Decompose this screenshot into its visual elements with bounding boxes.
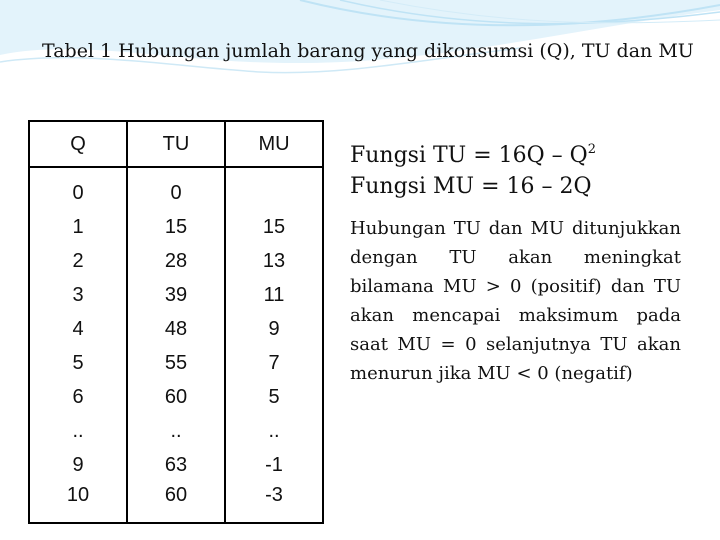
cell-mu: 13 [225,244,323,278]
cell-tu: 63 [127,448,225,482]
cell-tu: 60 [127,482,225,523]
table-row [29,380,323,414]
tu-formula-exponent: 2 [587,142,596,157]
table-row [29,167,323,210]
header-tu: TU [127,121,225,167]
table-row [29,482,323,523]
table-row [29,210,323,244]
table-row [29,346,323,380]
cell-q: 5 [29,346,127,380]
page-title: Tabel 1 Hubungan jumlah barang yang dikonsumsi (Q), TU dan MU [42,40,694,62]
cell-tu: 28 [127,244,225,278]
cell-q: 9 [29,448,127,482]
cell-mu: .. [225,414,323,448]
table-row [29,278,323,312]
tu-formula [350,134,596,171]
cell-mu: 7 [225,346,323,380]
cell-tu: .. [127,414,225,448]
table-row [29,414,323,448]
tu-formula-text: Fungsi TU = 16Q – Q [350,143,588,168]
cell-mu: 5 [225,380,323,414]
description-paragraph: Hubungan TU dan MU ditunjukkan dengan TU akan meningkat bilamana MU > 0 (positif) dan TU akan mencapai maksimum pada saat MU = 0 selanjutnya TU akan menurun jika MU < 0 (negatif) [350,218,681,384]
cell-mu [225,167,323,210]
table-header-row [29,121,323,167]
cell-tu: 55 [127,346,225,380]
table-row [29,312,323,346]
cell-q: 6 [29,380,127,414]
cell-q: 4 [29,312,127,346]
header-q: Q [29,121,127,167]
table-row [29,448,323,482]
cell-tu: 48 [127,312,225,346]
cell-q: 0 [29,167,127,210]
cell-q: 10 [29,482,127,523]
mu-formula: Fungsi MU = 16 – 2Q [350,174,592,199]
cell-mu: 15 [225,210,323,244]
formula-block [350,134,596,202]
cell-q: 2 [29,244,127,278]
cell-tu: 60 [127,380,225,414]
cell-tu: 15 [127,210,225,244]
data-table [28,120,324,524]
cell-q: 3 [29,278,127,312]
header-mu: MU [225,121,323,167]
table-row [29,244,323,278]
cell-tu: 39 [127,278,225,312]
cell-mu: -3 [225,482,323,523]
cell-q: 1 [29,210,127,244]
cell-mu: -1 [225,448,323,482]
cell-mu: 9 [225,312,323,346]
cell-mu: 11 [225,278,323,312]
cell-q: .. [29,414,127,448]
cell-tu: 0 [127,167,225,210]
